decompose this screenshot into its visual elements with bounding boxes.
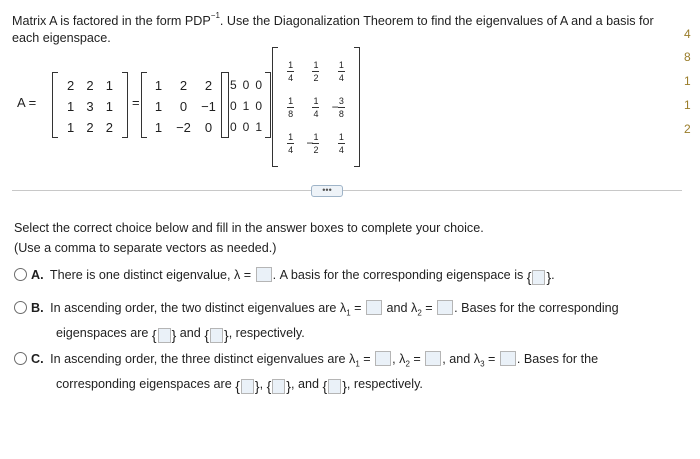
matrix-a-cell: 1 [67,99,75,114]
equation-lhs: A = [17,95,37,110]
matrix-d-cell: 1 [255,120,262,134]
inverse-exponent: −1 [210,11,220,20]
matrix-a-cell: 2 [67,78,75,93]
matrix-d-cell: 5 [229,78,237,92]
choice-b-line2: eigenspaces are { } and { }, respectively. [56,326,305,343]
choice-a-text: . A basis for the corresponding eigenspace is [272,268,524,282]
p-inverse-cell: $\frac{1}{2}$ [313,59,319,83]
matrix-d-cell: 0 [242,78,250,92]
question-part1: Matrix A is factored in the form PDP [12,14,211,29]
matrix-d-cell: 0 [242,120,250,134]
choice-c[interactable]: C. In ascending order, the three distinct eigenvalues are $\lambda_1$ = , $\lambda_2$ = , and $\lambda_3$ = . Bases for the [14,350,598,374]
instruction-note: (Use a comma to separate vectors as needed.) [14,241,277,255]
basis-set-3-input[interactable]: { } [322,378,347,394]
eigenvalue-2-input[interactable] [425,351,441,366]
question-part2: . Use the Diagonalization Theorem to find the eigenvalues of A and a basis for each eigenspace. [12,14,654,46]
p-inverse-cell: $\frac{1}{4}$ [338,59,344,83]
sidebar-fragment: 4 [684,27,691,41]
sidebar-fragment: 1 [684,98,691,112]
matrix-p-cell: 0 [204,120,213,135]
matrix-a-cell: 3 [86,99,94,114]
choice-b-text: . Bases for the corresponding [454,301,619,315]
matrix-d-cell: 0 [229,99,237,113]
matrix-d [221,72,271,138]
choice-a[interactable] [14,266,555,287]
choice-c-line2: corresponding eigenspaces are { }, { }, and { }, respectively. [56,377,423,394]
eigenvalue-3-input[interactable] [500,351,516,366]
p-inverse-cell: − $\frac{3}{8}$ [331,95,344,119]
basis-set-1-input[interactable]: { } [151,327,177,343]
choice-c-letter: C. [31,352,44,366]
p-inverse-cell: $\frac{1}{4}$ [288,59,294,83]
section-divider [12,190,682,191]
matrix-a-cell: 1 [105,99,113,114]
p-inverse-cell: $\frac{1}{4}$ [338,131,344,155]
basis-set-2-input[interactable]: { } [266,378,291,394]
matrix-a-cell: 2 [86,78,94,93]
expand-ellipsis-button[interactable]: ••• [311,185,343,197]
eigenvalue-1-input[interactable] [366,300,382,315]
matrix-d-cell: 0 [255,99,262,113]
matrix-a-cell: 1 [67,120,75,135]
matrix-d-cell: 0 [229,120,237,134]
matrix-p-inverse [272,47,360,167]
matrix-p-cell: −1 [201,99,216,114]
sidebar-fragment: 8 [684,50,691,64]
matrix-a-cell: 1 [105,78,113,93]
basis-set-2-input[interactable]: { } [204,327,229,343]
matrix-a [52,72,128,138]
matrix-p-cell: 0 [179,99,188,114]
equals-sign: = [132,95,140,110]
radio-choice-a[interactable] [14,268,27,281]
matrix-p-cell: 2 [204,78,213,93]
choice-b[interactable]: B. In ascending order, the two distinct eigenvalues are $\lambda_1$ = and $\lambda_2$ = . Bases for the corresponding [14,299,619,323]
right-panel-fragment [681,0,700,150]
radio-choice-c[interactable] [14,352,27,365]
choice-c-text: In ascending order, the three distinct eigenvalues are λ [50,352,356,366]
matrix-p-cell: 2 [179,78,188,93]
matrix-a-cell: 2 [86,120,94,135]
p-inverse-cell: $\frac{1}{4}$ [288,131,294,155]
choice-a-letter: A. [31,268,44,282]
p-inverse-cell: $\frac{1}{8}$ [288,95,294,119]
matrix-p-cell: −2 [176,120,191,135]
choice-b-letter: B. [31,301,44,315]
choice-c-text: . Bases for the [516,352,599,366]
choice-b-text: In ascending order, the two distinct eigenvalues are λ [50,301,347,315]
radio-choice-b[interactable] [14,301,27,314]
choice-a-text: . [551,268,555,282]
basis-set-1-input[interactable]: { } [235,378,260,394]
matrix-d-cell: 0 [255,78,262,92]
matrix-a-cell: 2 [105,120,113,135]
sidebar-fragment: 1 [684,74,691,88]
sidebar-fragment: 2 [684,122,691,136]
choice-a-text: There is one distinct eigenvalue, λ = [49,268,252,282]
eigenvalue-2-input[interactable] [437,300,453,315]
matrix-p-cell: 1 [154,120,163,135]
eigenvalue-input[interactable] [256,267,272,282]
matrix-p [141,72,229,138]
matrix-p-cell: 1 [154,78,163,93]
matrix-p-cell: 1 [154,99,163,114]
instruction-line: Select the correct choice below and fill in the answer boxes to complete your choice. [14,221,484,235]
p-inverse-cell: − $\frac{1}{2}$ [306,131,319,155]
matrix-d-cell: 1 [242,99,250,113]
p-inverse-cell: $\frac{1}{4}$ [313,95,319,119]
eigenvalue-1-input[interactable] [375,351,391,366]
question-text [12,9,667,47]
basis-set-input[interactable]: { } [526,269,552,285]
